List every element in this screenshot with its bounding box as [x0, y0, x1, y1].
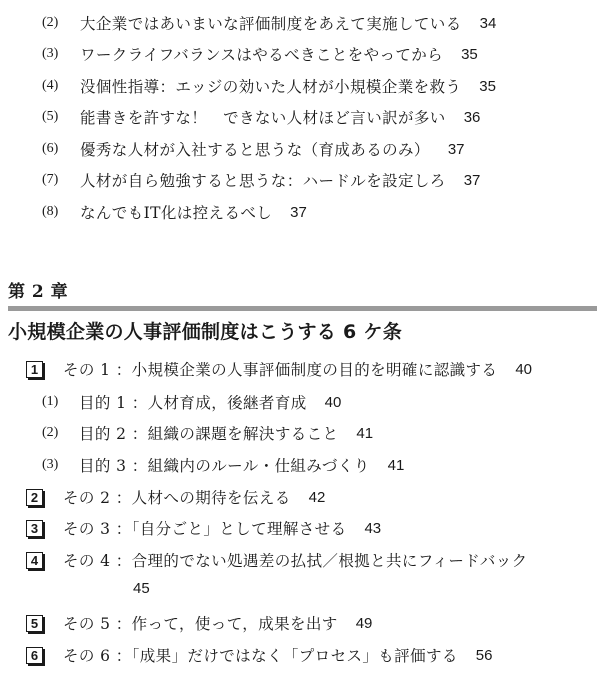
chapter-title[interactable]: 小規模企業の人事評価制度はこうする 6 ケ条 — [8, 321, 403, 343]
page-number: 42 — [308, 488, 326, 506]
item-title: 大企業ではあいまいな評価制度をあえて実施している — [80, 15, 462, 33]
item-number: (7) — [42, 172, 59, 187]
toc-section[interactable] — [26, 514, 381, 542]
toc-item[interactable] — [42, 72, 496, 100]
item-number: (8) — [42, 204, 59, 219]
page-number: 45 — [133, 580, 150, 597]
toc-section[interactable] — [26, 609, 372, 637]
item-title: 能書きを許すな！ できない人材ほど言い訳が多い — [80, 109, 446, 127]
section-title: その 3 ：「自分ごと」として理解させる — [63, 520, 347, 538]
page-number: 37 — [290, 203, 307, 221]
toc-subitem[interactable] — [42, 388, 341, 416]
item-number: (2) — [42, 15, 59, 30]
toc-item[interactable] — [42, 198, 307, 226]
section-number-box: 1 — [26, 361, 43, 378]
toc-item[interactable] — [42, 103, 480, 131]
section-title: その 6 ：「成果」だけではなく「プロセス」も評価する — [63, 647, 458, 665]
page-number: 41 — [356, 424, 374, 442]
toc-item[interactable] — [42, 135, 465, 163]
section-number-box: 5 — [26, 615, 43, 632]
toc-section[interactable] — [26, 355, 532, 383]
page-number: 36 — [463, 108, 481, 126]
section-title: その 4 ：合理的でない処遇差の払拭／根拠と共にフィードバック — [63, 552, 528, 570]
toc-item[interactable] — [42, 166, 480, 194]
item-number: (3) — [42, 457, 59, 472]
section-title: その 2 ：人材への期待を伝える — [63, 489, 291, 507]
item-number: (3) — [42, 46, 59, 61]
section-number-box: 3 — [26, 520, 43, 537]
page-number: 49 — [355, 614, 373, 632]
item-title: 優秀な人材が入社すると思うな（育成あるのみ） — [80, 141, 430, 159]
page-number: 34 — [479, 14, 497, 32]
item-number: (5) — [42, 109, 59, 124]
page-number: 35 — [479, 77, 496, 95]
item-number: (2) — [42, 425, 59, 440]
page-number: 37 — [463, 171, 481, 189]
page-number: 40 — [515, 360, 533, 378]
page-number: 40 — [324, 393, 342, 411]
toc-section[interactable] — [26, 641, 492, 669]
item-title: 目的 2 ：組織の課題を解決すること — [79, 425, 339, 443]
page-number: 37 — [447, 140, 465, 158]
chapter-divider — [8, 306, 597, 311]
section-number-box: 2 — [26, 489, 43, 506]
item-title: 目的 1 ：人材育成，後継者育成 — [79, 394, 307, 412]
page-number: 35 — [461, 45, 478, 63]
page-number: 43 — [364, 519, 382, 537]
page-number: 56 — [475, 646, 493, 664]
item-number: (1) — [42, 394, 59, 409]
section-number-box: 6 — [26, 647, 43, 664]
toc-item[interactable] — [42, 40, 478, 68]
section-title: その 5 ：作って，使って，成果を出す — [63, 615, 338, 633]
item-title: 没個性指導：エッジの効いた人材が小規模企業を救う — [80, 78, 462, 96]
item-title: 目的 3 ：組織内のルール・仕組みづくり — [79, 457, 370, 475]
item-title: ワークライフバランスはやるべきことをやってから — [80, 46, 444, 64]
toc-subitem[interactable] — [42, 419, 373, 447]
toc-section[interactable] — [26, 546, 528, 574]
item-title: なんでもIT化は控えるべし — [80, 204, 273, 222]
toc-subitem[interactable] — [42, 451, 404, 479]
toc-item[interactable] — [42, 9, 496, 37]
section-title: その 1 ：小規模企業の人事評価制度の目的を明確に認識する — [63, 361, 498, 379]
section-number-box: 4 — [26, 552, 43, 569]
item-number: (6) — [42, 141, 59, 156]
item-title: 人材が自ら勉強すると思うな：ハードルを設定しろ — [80, 172, 446, 190]
page-number: 41 — [387, 456, 405, 474]
item-number: (4) — [42, 78, 59, 93]
toc-section[interactable] — [26, 483, 325, 511]
chapter-label: 第 2 章 — [8, 282, 69, 302]
